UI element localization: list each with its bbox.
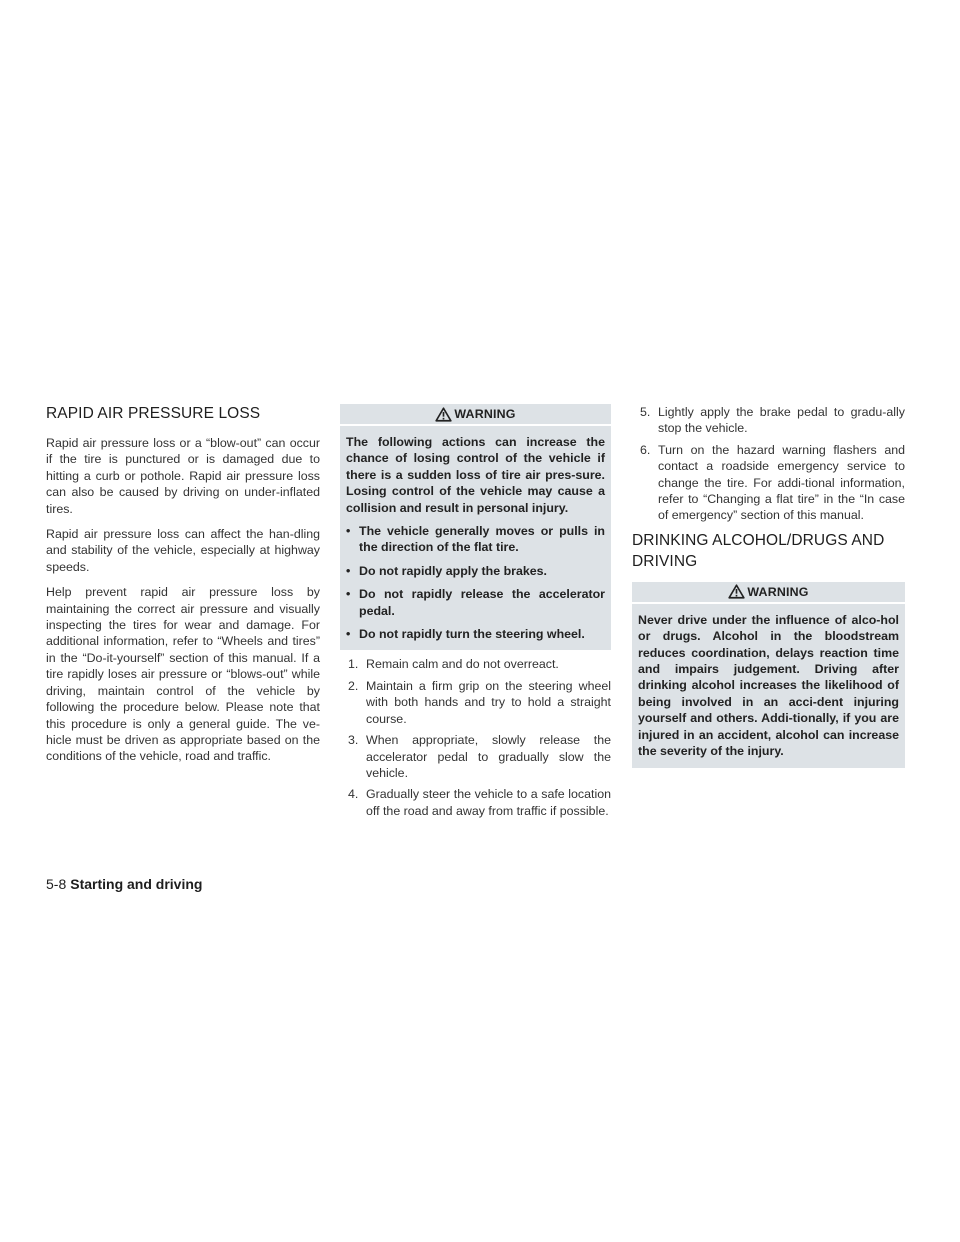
bullet-mark: •	[346, 587, 351, 602]
step-text: Turn on the hazard warning flashers and contact a roadside emergency service to change the tire. For addi-tional information, refer to “Changing a flat tire” in the “In case of emergency” section of this manual.	[658, 442, 905, 523]
heading-line: DRINKING ALCOHOL/DRUGS AND	[632, 531, 885, 549]
bullet-mark: •	[346, 563, 351, 578]
warning-bullet	[346, 523, 605, 556]
section-heading-drinking-and-driving	[632, 530, 905, 572]
bullet-text: Do not rapidly turn the steering wheel.	[359, 627, 585, 642]
procedure-step	[340, 678, 611, 727]
warning-bullet	[346, 586, 605, 619]
warning-title-text: WARNING	[454, 407, 516, 421]
bullet-text: The vehicle generally moves or pulls in the direction of the flat tire.	[359, 524, 605, 555]
step-text: Gradually steer the vehicle to a safe location off the road and away from traffic if possible.	[366, 787, 611, 818]
warning-box-title	[340, 404, 611, 426]
column-steps-and-drinking	[632, 404, 905, 768]
paragraph: Rapid air pressure loss can affect the han-dling and stability of the vehicle, especially at highway speeds.	[46, 527, 320, 574]
section-heading-rapid-air-pressure-loss: RAPID AIR PRESSURE LOSS	[46, 405, 261, 422]
step-number: 2.	[348, 678, 359, 693]
bullet-text: Do not rapidly apply the brakes.	[359, 563, 547, 578]
bullet-mark: •	[346, 524, 351, 539]
warning-title-text: WARNING	[747, 584, 809, 599]
bullet-mark: •	[346, 627, 351, 642]
step-number: 1.	[348, 657, 359, 672]
heading-line: DRIVING	[632, 552, 698, 570]
step-number: 6.	[640, 442, 651, 457]
procedure-step	[632, 404, 905, 437]
procedure-step	[632, 442, 905, 524]
paragraph: Help prevent rapid air pressure loss by maintaining the correct air pressure and visually inspecting the tires for wear and damage. For additional information, refer to “Wheels and tires” in the “Do-it-yourself” section of this manual. If a tire rapidly loses air pressure or “blows-out” while driving, maintain control of the vehicle by following the procedure below. Please note that this procedure is only a general guide. The ve-hicle must be driven as appropriate based on the conditions of the vehicle, road and traffic.	[46, 585, 320, 764]
step-number: 5.	[640, 405, 651, 419]
warning-bullet	[346, 563, 605, 579]
procedure-step	[340, 786, 611, 819]
step-text: Maintain a firm grip on the steering wheel with both hands and try to hold a straight course.	[366, 678, 611, 726]
page-footer	[46, 876, 202, 892]
section-name: Starting and driving	[70, 876, 203, 892]
warning-bullet-list	[346, 523, 605, 642]
warning-box-tire-loss	[340, 404, 611, 650]
step-text: Lightly apply the brake pedal to gradu-ally stop the vehicle.	[658, 405, 905, 436]
warning-triangle-icon	[435, 407, 452, 422]
bullet-text: Do not rapidly release the accelerator pedal.	[359, 587, 605, 618]
warning-triangle-icon	[728, 584, 745, 599]
step-number: 3.	[348, 733, 359, 748]
column-warning-and-steps	[340, 404, 611, 824]
warning-box-alcohol	[632, 582, 905, 768]
warning-box-title	[632, 582, 905, 604]
procedure-step	[340, 732, 611, 781]
warning-bullet	[346, 626, 605, 642]
step-text: Remain calm and do not overreact.	[366, 657, 559, 672]
warning-body: Never drive under the influence of alco-hol or drugs. Alcohol in the bloodstream reduces coordination, delays reaction time and impairs judgement. Driving after drinking alcohol increases the likelihood of being involved in an acci-dent injuring yourself and others. Addi-tionally, if you are injured in an accident, alcohol can increase the severity of the injury.	[638, 612, 899, 759]
step-text: When appropriate, slowly release the accelerator pedal to gradually slow the vehicle.	[366, 733, 611, 780]
step-number: 4.	[348, 787, 359, 802]
page-number: 5-8	[46, 876, 67, 892]
warning-body: The following actions can increase the chance of losing control of the vehicle if there is a sudden loss of tire air pres-sure. Losing control of the vehicle may cause a collision and result in personal injury.	[346, 435, 605, 515]
procedure-steps	[340, 656, 611, 819]
procedure-steps-continued	[632, 404, 905, 524]
column-rapid-air-pressure	[46, 404, 320, 774]
procedure-step	[340, 656, 611, 672]
paragraph: Rapid air pressure loss or a “blow-out” can occur if the tire is punctured or is damaged due to hitting a curb or pothole. Rapid air pressure loss can also be caused by driving on under-inflated tires.	[46, 436, 320, 516]
